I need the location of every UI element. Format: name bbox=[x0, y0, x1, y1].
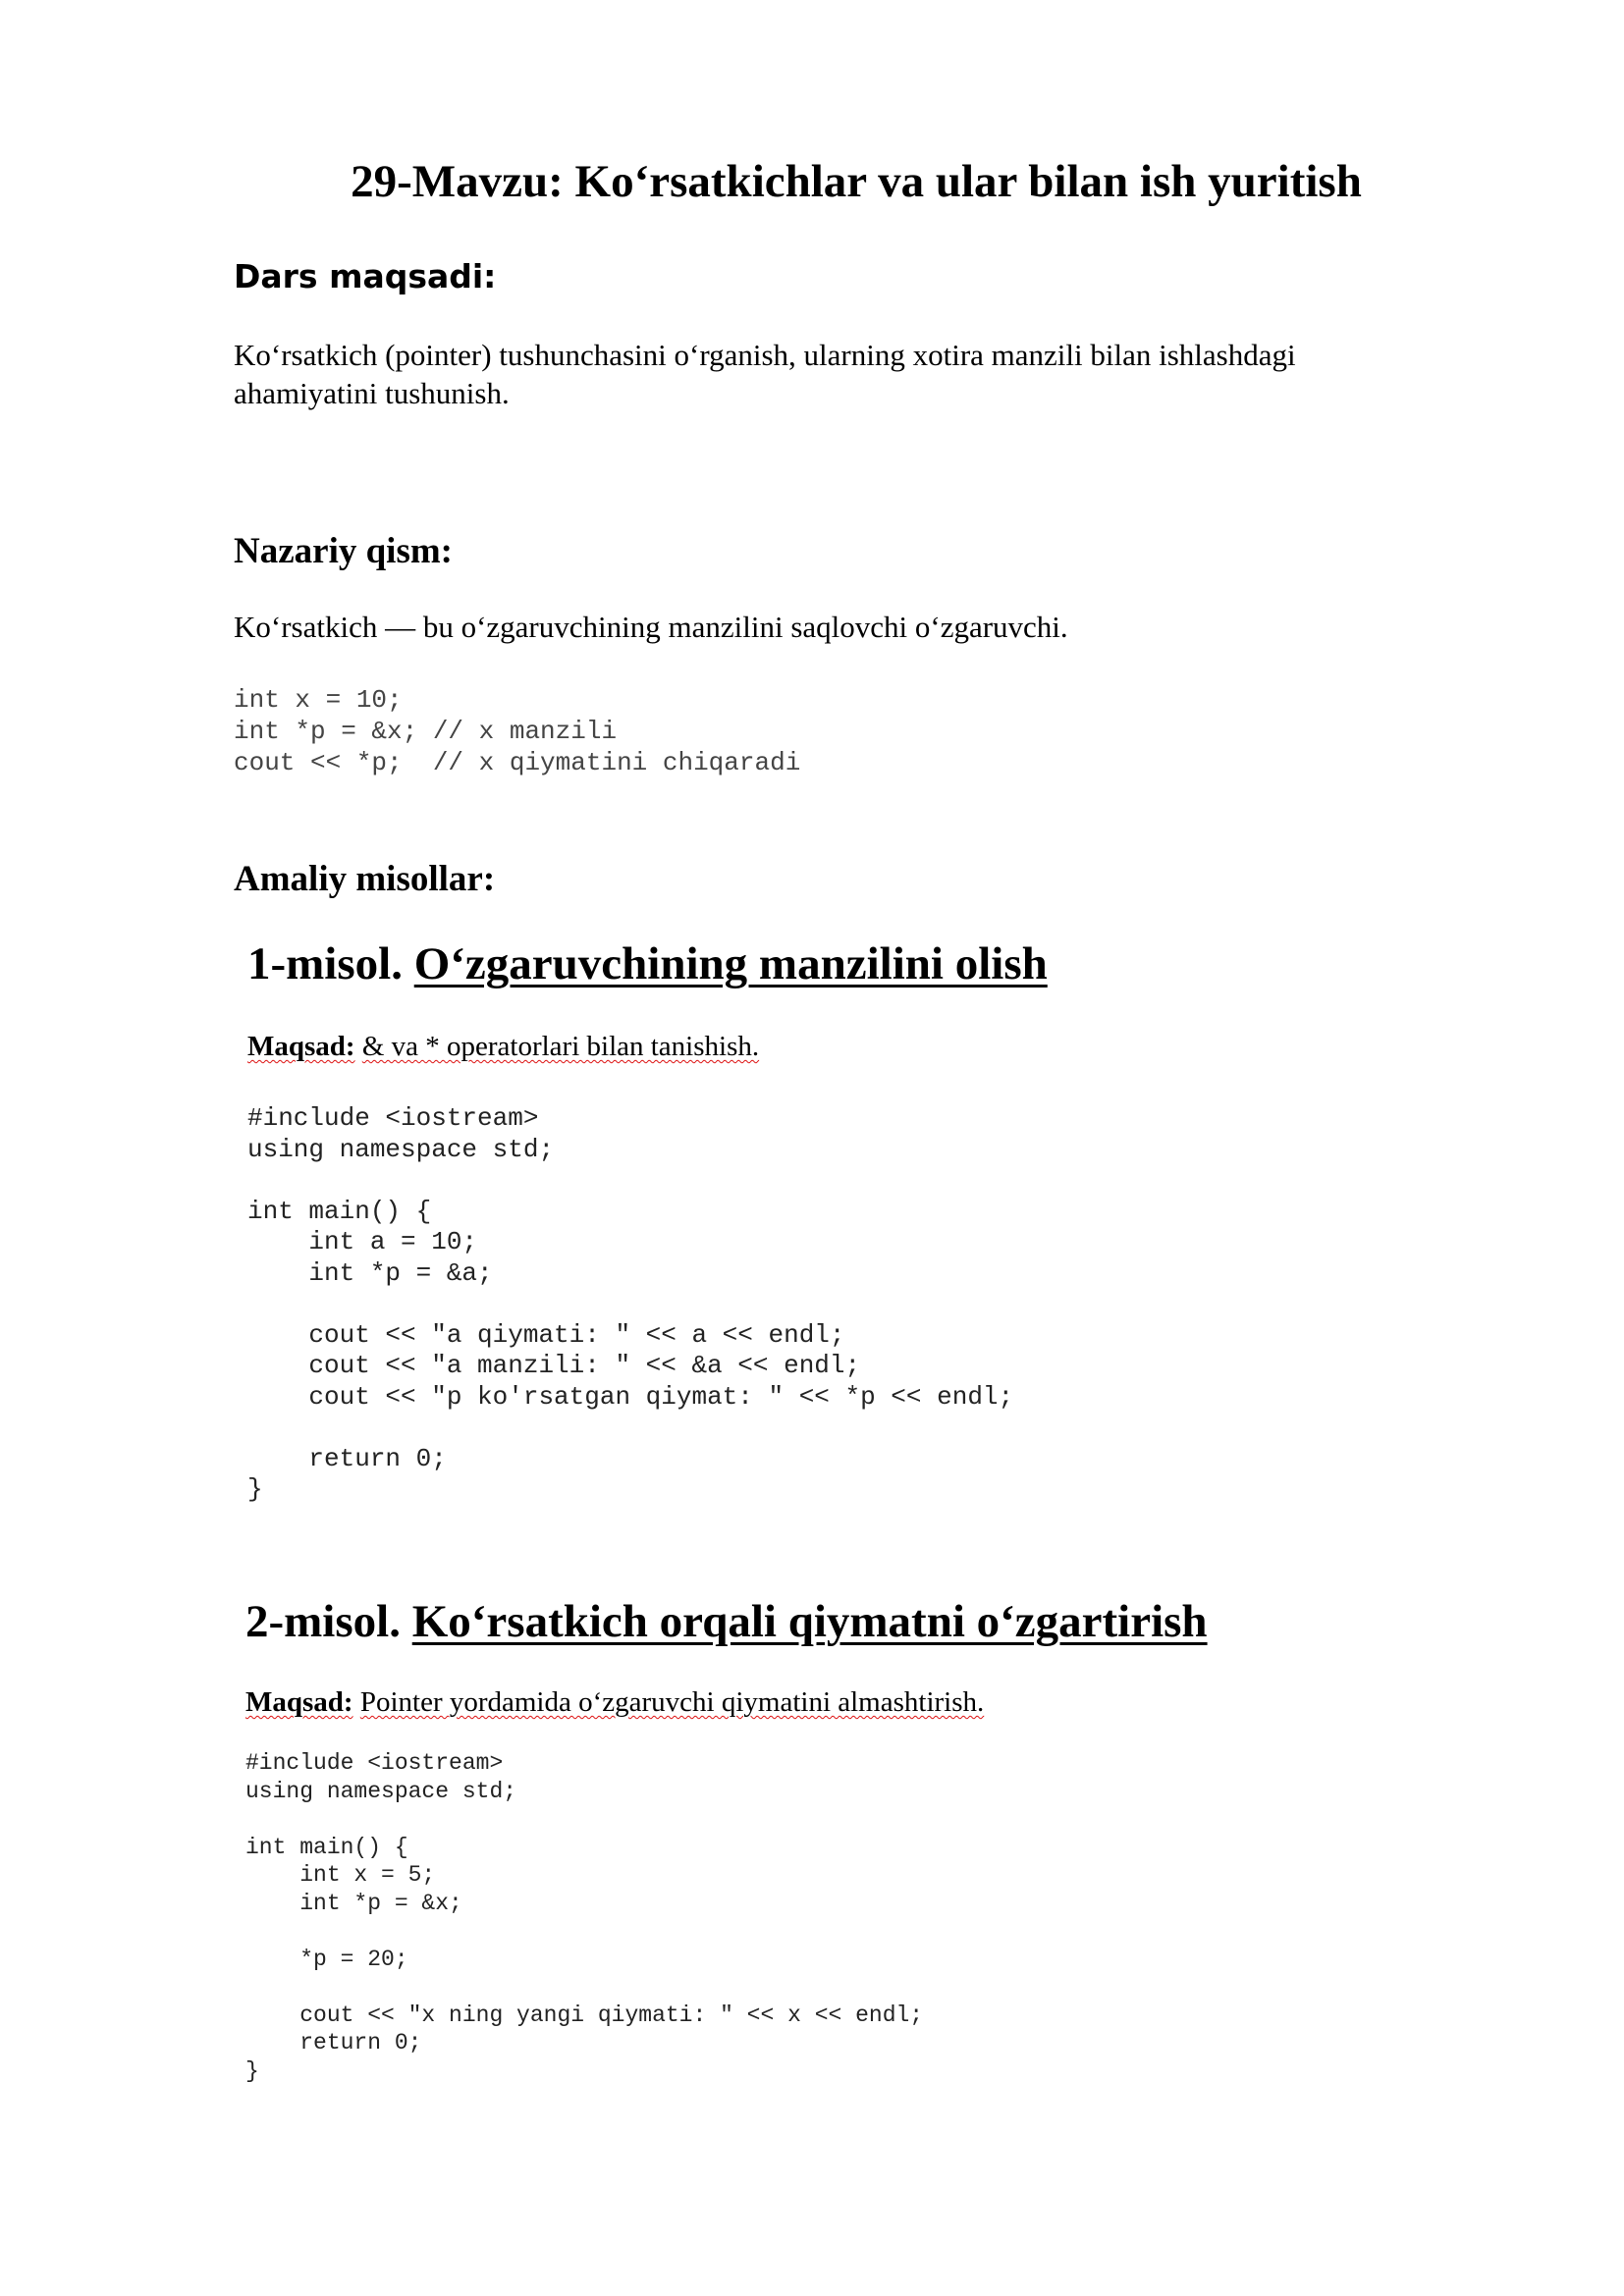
code-line: int main() { bbox=[247, 1196, 432, 1226]
code-line bbox=[245, 1917, 923, 1946]
example1-title bbox=[247, 937, 1048, 990]
code-line: return 0; bbox=[245, 2030, 422, 2056]
code-line: cout << "x ning yangi qiymati: " << x << endl; bbox=[245, 2002, 924, 2028]
code-line: int main() { bbox=[245, 1834, 408, 1860]
code-line: int x = 5; bbox=[245, 1862, 436, 1888]
example2-goal-text: Pointer yordamida o‘zgaruvchi qiymatini almashtirish. bbox=[359, 1686, 985, 1718]
example2-goal-label: Maqsad: bbox=[245, 1686, 353, 1718]
theory-text: Ko‘rsatkich — bu o‘zgaruvchining manzilini saqlovchi o‘zgaruvchi. bbox=[234, 610, 1068, 644]
code-line: return 0; bbox=[247, 1443, 447, 1473]
example1-goal-text: & va * operatorlari bilan tanishish. bbox=[361, 1031, 760, 1062]
code-line: int *p = &a; bbox=[247, 1257, 493, 1288]
example2-code-block bbox=[245, 1749, 923, 2085]
goal-text: Ko‘rsatkich (pointer) tushunchasini o‘rganish, ularning xotira manzili bilan ishlashdagi ahamiyatini tushunish. bbox=[234, 338, 1296, 410]
code-line bbox=[247, 1413, 1013, 1444]
code-line: #include <iostream> bbox=[245, 1750, 504, 1776]
code-line: int *p = &x; bbox=[245, 1890, 462, 1916]
code-line: using namespace std; bbox=[245, 1778, 517, 1804]
code-line bbox=[247, 1289, 1013, 1320]
example2-title bbox=[245, 1595, 1208, 1648]
code-line: using namespace std; bbox=[247, 1134, 555, 1164]
code-line: cout << "a qiymati: " << a << endl; bbox=[247, 1319, 845, 1350]
theory-heading: Nazariy qism: bbox=[234, 531, 453, 571]
code-line bbox=[247, 1165, 1013, 1197]
example2-goal bbox=[245, 1686, 984, 1719]
example2-number: 2-misol. bbox=[245, 1596, 401, 1647]
code-line: *p = 20; bbox=[245, 1946, 408, 1972]
code-line: } bbox=[247, 1474, 263, 1504]
code-line: int a = 10; bbox=[247, 1227, 478, 1256]
practice-heading: Amaliy misollar: bbox=[234, 859, 496, 899]
goal-heading: Dars maqsadi: bbox=[234, 257, 497, 295]
code-line: int x = 10; bbox=[234, 685, 403, 715]
example2-title-text: Ko‘rsatkich orqali qiymatni o‘zgartirish bbox=[411, 1596, 1208, 1647]
code-line: cout << "a manzili: " << &a << endl; bbox=[247, 1351, 861, 1380]
theory-code-block bbox=[234, 684, 800, 778]
example1-number: 1-misol. bbox=[247, 938, 403, 989]
code-line: #include <iostream> bbox=[247, 1103, 539, 1133]
code-line: int *p = &x; // x manzili bbox=[234, 717, 618, 746]
example1-title-text: O‘zgaruvchining manzilini olish bbox=[413, 938, 1048, 989]
page-title: 29-Mavzu: Ko‘rsatkichlar va ular bilan ish yuritish bbox=[351, 156, 1362, 207]
code-line: cout << "p ko'rsatgan qiymat: " << *p << endl; bbox=[247, 1381, 1014, 1412]
code-line: cout << *p; // x qiymatini chiqaradi bbox=[234, 748, 801, 777]
code-line: } bbox=[245, 2057, 259, 2084]
code-line bbox=[245, 1973, 923, 2002]
code-line bbox=[245, 1805, 923, 1834]
example1-goal bbox=[247, 1031, 759, 1063]
example1-goal-label: Maqsad: bbox=[247, 1031, 355, 1062]
example1-code-block bbox=[247, 1103, 1013, 1506]
